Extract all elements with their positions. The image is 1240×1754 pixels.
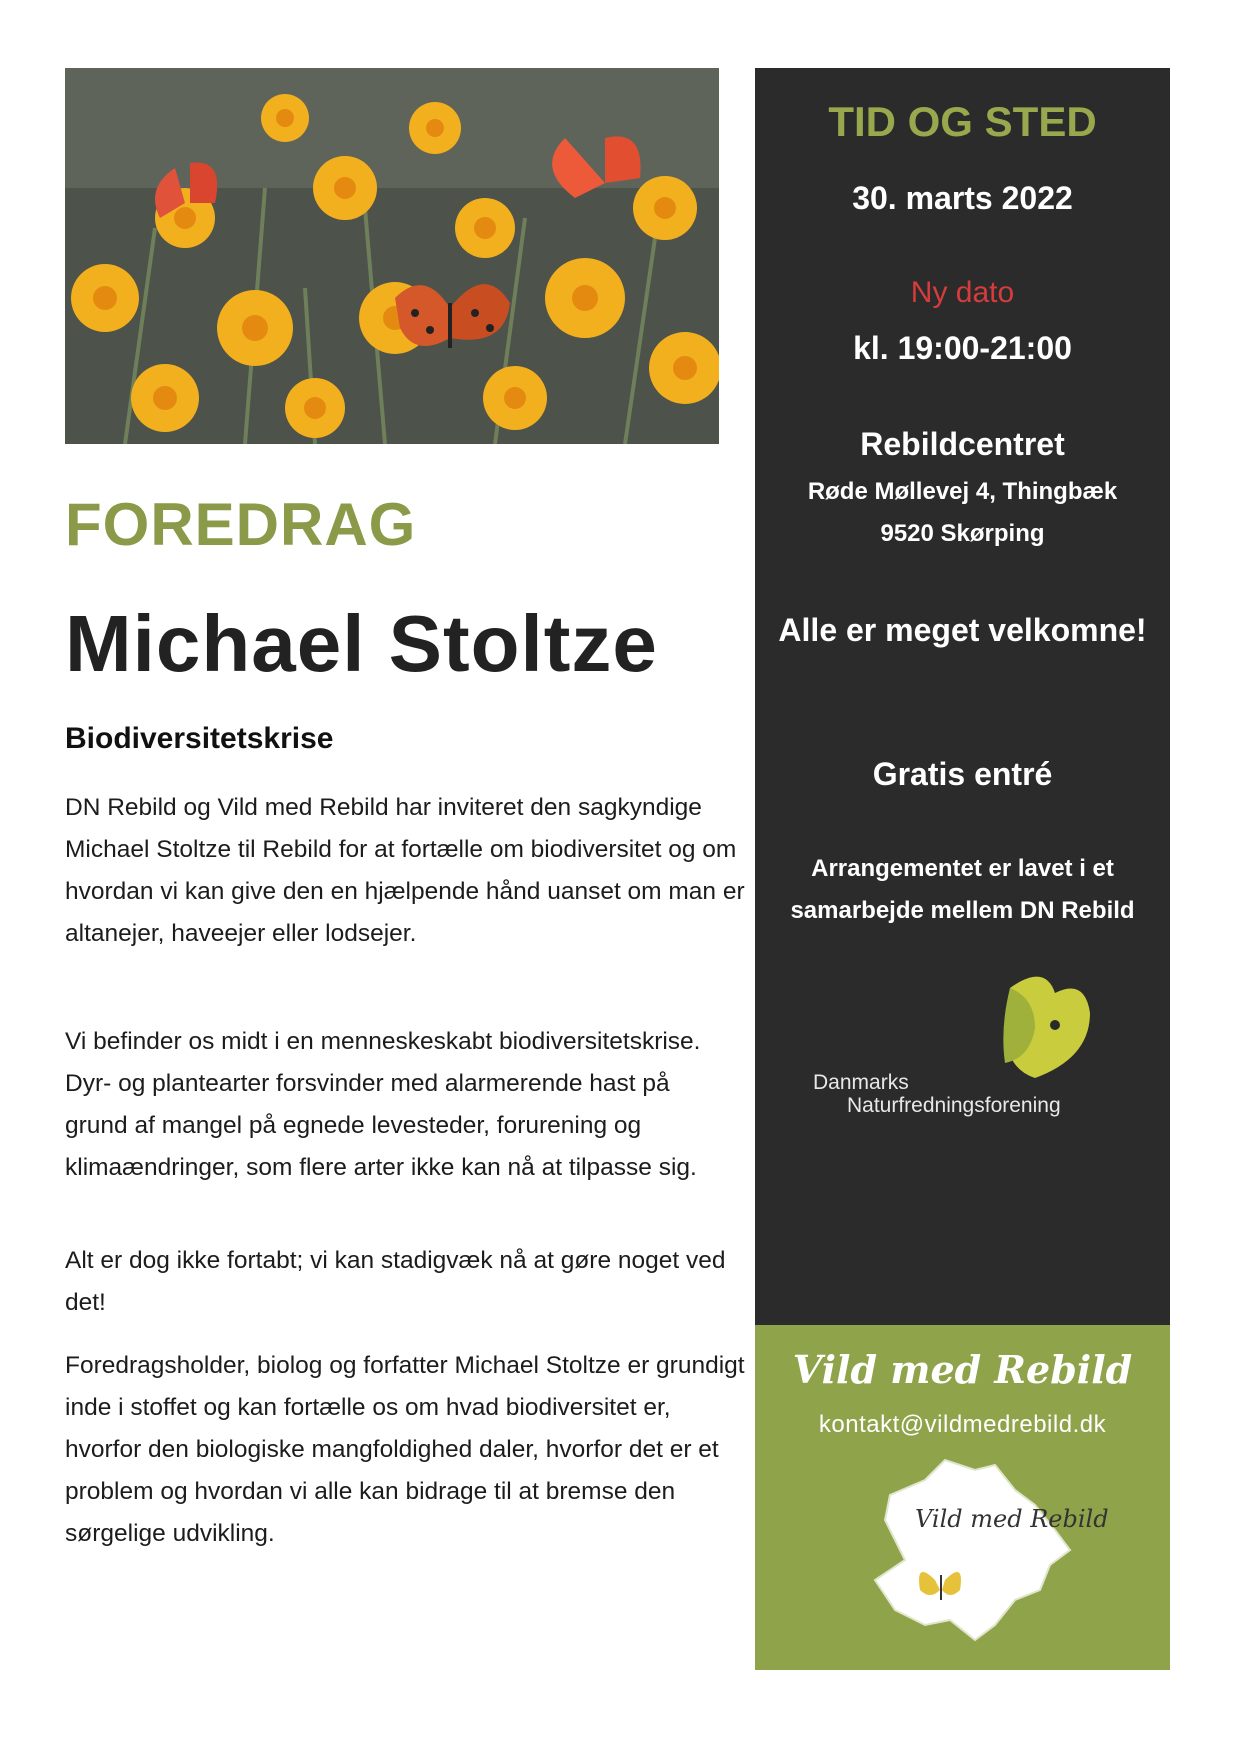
- venue-name: Rebildcentret: [860, 426, 1065, 462]
- dn-butterfly-logo-icon: [995, 968, 1095, 1083]
- vild-med-rebild-title: Vild med Rebild: [792, 1347, 1133, 1392]
- rebild-map-icon: [865, 1450, 1075, 1650]
- dn-name-line2: Naturfredningsforening: [847, 1094, 1061, 1117]
- vild-med-rebild-panel: [755, 1325, 1170, 1670]
- contact-email[interactable]: kontakt@vildmedrebild.dk: [818, 1411, 1107, 1438]
- topic-title: Biodiversitetskrise: [65, 722, 334, 755]
- map-label: Vild med Rebild: [915, 1505, 1109, 1533]
- lecture-label: FOREDRAG: [65, 491, 417, 558]
- welcome-text: Alle er meget velkomne!: [778, 612, 1147, 648]
- event-date: 30. marts 2022: [852, 180, 1073, 216]
- photo-illustration: [65, 68, 719, 444]
- hope-paragraph: Alt er dog ikke fortabt; vi kan stadigvæk nå at gøre noget ved det!: [65, 1247, 726, 1316]
- time-place-heading: TID OG STED: [828, 98, 1097, 145]
- venue-address-line1: Røde Møllevej 4, Thingbæk: [807, 478, 1118, 505]
- free-entry-text: Gratis entré: [872, 756, 1053, 792]
- butterfly-flower-photo: [65, 68, 719, 444]
- crisis-paragraph: Vi befinder os midt i en menneskeskabt biodiversitetskrise. Dyr- og plantearter forsvinder med alarmerende hast på grund af mangel på egnede levesteder, forurening og klimaændringer, som flere arter ikke kan nå at tilpasse sig.: [65, 1028, 701, 1181]
- time-place-panel: [755, 68, 1170, 1325]
- speaker-name: Michael Stoltze: [65, 599, 658, 688]
- collaboration-text: Arrangementet er lavet i et samarbejde mellem DN Rebild: [790, 855, 1135, 924]
- venue-address-line2: 9520 Skørping: [880, 520, 1045, 547]
- event-time: kl. 19:00-21:00: [853, 330, 1072, 366]
- intro-paragraph: DN Rebild og Vild med Rebild har inviteret den sagkyndige Michael Stoltze til Rebild for at fortælle om biodiversitet og om hvordan vi kan give den en hjælpende hånd uanset om man er altanejer, haveejer eller lodsejer.: [65, 794, 745, 947]
- new-date-notice: Ny dato: [910, 276, 1015, 309]
- dn-name-line1: Danmarks: [813, 1071, 909, 1094]
- speaker-paragraph: Foredragsholder, biolog og forfatter Michael Stoltze er grundigt inde i stoffet og kan fortælle os om hvad biodiversitet er, hvorfor den biologiske mangfoldighed daler, hvorfor det er et problem og hvordan vi alle kan bidrage til at bremse den sørgelige udvikling.: [65, 1352, 745, 1547]
